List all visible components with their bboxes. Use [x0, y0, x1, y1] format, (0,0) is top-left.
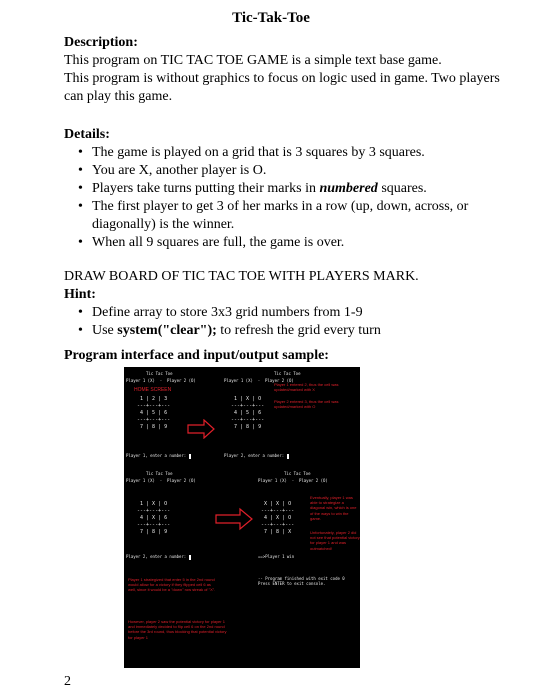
- note-diagonal-win: Eventually, player 1 was able to strategize a diagonal win, which is one of the ways to win the game.: [310, 495, 357, 521]
- arrow-right-icon: [214, 507, 254, 531]
- panel-1-prompt: [126, 453, 191, 459]
- details-item-3-text: Players take turns putting their marks in: [92, 181, 316, 196]
- note-blocked: However, player 2 saw the potential victory for player 1 and immediately decided to flip cell 6 on the 2nd round before the 3rd round, thus blocking that potential victory for player 1: [128, 619, 227, 640]
- note-player2-entered: Player 2 entered 3, thus the cell was updated/marked with O: [274, 399, 339, 410]
- sample-figure: [124, 367, 360, 668]
- hint-section: [64, 286, 504, 340]
- hint-item-2-pre: Use: [92, 323, 118, 338]
- note-outmatched: Unfortunately, player 2 did not see that potential victory for player 1 and was outmatched!: [310, 530, 360, 551]
- note-player1-entered: Player 1 entered 2, thus the cell was updated/marked with X: [274, 382, 339, 393]
- panel-4-players: Player 1 (X) - Player 2 (O): [258, 478, 328, 483]
- details-list: [64, 144, 504, 252]
- hint-item-2: [64, 322, 504, 340]
- details-section: [64, 126, 504, 252]
- panel-4-result: ==>Player 1 win: [258, 554, 295, 559]
- panel-3-players: Player 1 (X) - Player 2 (O): [126, 478, 196, 483]
- page-number: 2: [64, 674, 71, 689]
- page-title: Tic-Tak-Toe: [232, 10, 310, 26]
- sample-heading: Program interface and input/output sample:: [64, 348, 329, 363]
- description-heading: Description:: [64, 35, 138, 50]
- draw-instruction: DRAW BOARD OF TIC TAC TOE WITH PLAYERS MARK.: [64, 269, 419, 284]
- panel-3-prompt-text: Player 2, enter a number:: [126, 554, 187, 559]
- program-finished: -- Program finished with exit code 0 Press ENTER to exit console.: [258, 576, 345, 586]
- details-item-1: • The game is played on a grid that is 3 squares by 3 squares.: [64, 144, 504, 162]
- details-item-4: • The first player to get 3 of her marks in a row (up, down, across, or diagonally) is the winner.: [64, 198, 504, 234]
- panel-1-prompt-text: Player 1, enter a number:: [126, 453, 187, 458]
- cursor-icon: [189, 555, 191, 560]
- panel-2-grid: 1 | X | O ---+---+--- 4 | 5 | 6 ---+---+--- 7 | 8 | 9: [231, 396, 265, 430]
- details-item-3-tail: squares.: [377, 181, 427, 196]
- note-strategy: Player 1 strategized that enter 5 in the 2nd round would allow for a victory if they flipped cell 6 as well, since it would be a "down" row streak of "X".: [128, 577, 216, 593]
- hint-list: [64, 304, 504, 340]
- panel-1-title: Tic Tac Toe: [146, 371, 173, 376]
- hint-item-2-code: system("clear");: [117, 323, 217, 338]
- description-line-2: This program is without graphics to focus on logic used in game. Two players can play this game.: [64, 71, 500, 104]
- hint-item-1: • Define array to store 3x3 grid numbers from 1-9: [64, 304, 504, 322]
- panel-1-players: Player 1 (X) - Player 2 (O): [126, 378, 196, 383]
- description-line-1: This program on TIC TAC TOE GAME is a simple text base game.: [64, 53, 442, 68]
- panel-2-title: Tic Tac Toe: [274, 371, 301, 376]
- home-screen-label: HOME SCREEN: [134, 387, 172, 393]
- details-heading: Details:: [64, 127, 110, 142]
- hint-item-2-post: to refresh the grid every turn: [216, 323, 381, 338]
- panel-3-title: Tic Tac Toe: [146, 471, 173, 476]
- panel-2-prompt-text: Player 2, enter a number:: [224, 453, 285, 458]
- description-section: [64, 34, 504, 106]
- details-item-3: [64, 180, 504, 198]
- panel-1-grid: 1 | 2 | 3 ---+---+--- 4 | 5 | 6 ---+---+--- 7 | 8 | 9: [137, 396, 171, 430]
- panel-2-prompt: [224, 453, 289, 459]
- panel-3-grid: 1 | X | O ---+---+--- 4 | X | 6 ---+---+--- 7 | 8 | 9: [137, 501, 171, 535]
- panel-4-title: Tic Tac Toe: [284, 471, 311, 476]
- panel-4-grid: X | X | O ---+---+--- 4 | X | O ---+---+--- 7 | 8 | X: [261, 501, 295, 535]
- arrow-right-icon: [186, 419, 216, 439]
- details-item-5: • When all 9 squares are full, the game is over.: [64, 234, 504, 252]
- numbered-word: numbered: [319, 181, 378, 196]
- cursor-icon: [189, 454, 191, 459]
- details-item-2: • You are X, another player is O.: [64, 162, 504, 180]
- panel-3-prompt: [126, 554, 191, 560]
- cursor-icon: [287, 454, 289, 459]
- panel-2-players: Player 1 (X) - Player 2 (O): [224, 378, 294, 383]
- hint-heading: Hint:: [64, 287, 96, 302]
